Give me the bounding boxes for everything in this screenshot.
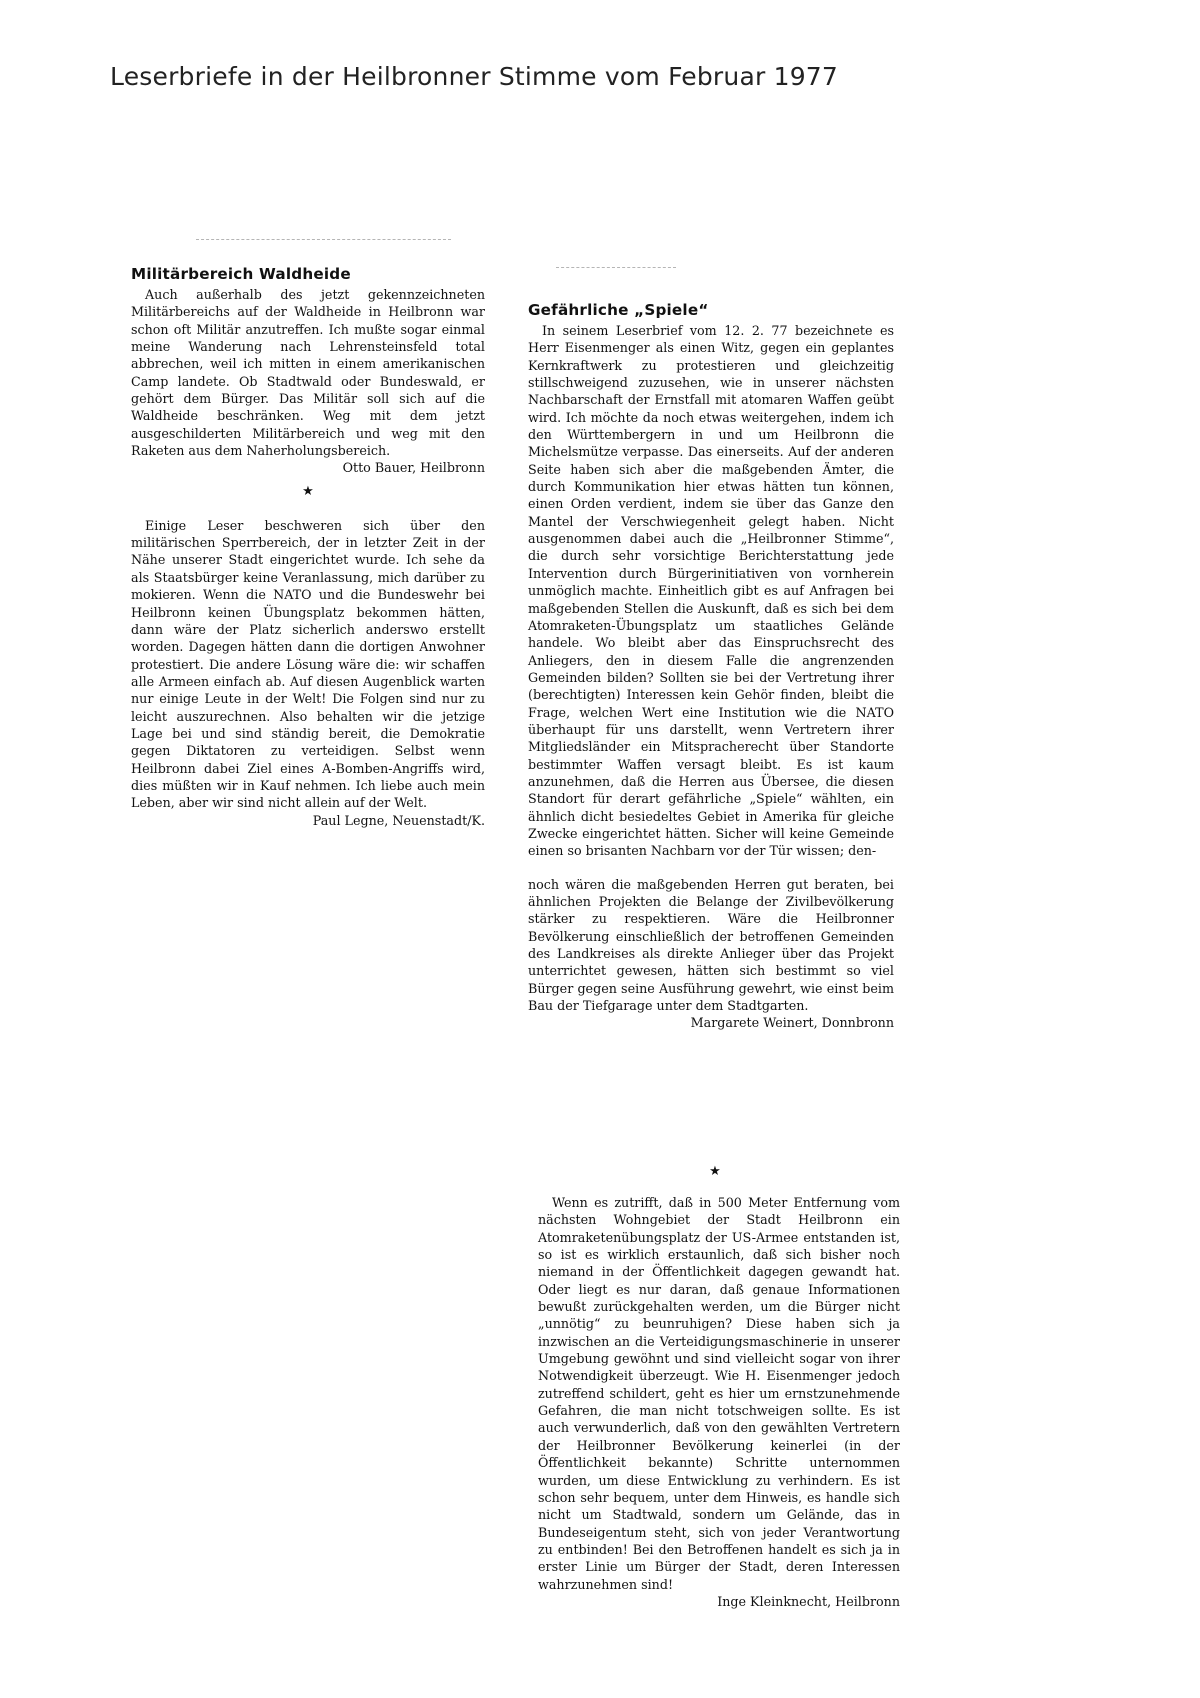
- page-title: Leserbriefe in der Heilbronner Stimme vom Februar 1977: [110, 62, 839, 91]
- letter-paragraph: noch wären die maßgebenden Herren gut beraten, bei ähnlichen Projekten die Belange der Zivilbevölkerung stärker zu respektieren. Wäre die Heilbronner Bevölkerung einschließlich der betroffenen Gemeinden des Landkreises als direkte Anlieger über das Projekt unterrichtet gewesen, hätten sich bestimmt so viel Bürger gegen seine Ausführung gewehrt, wie einst beim Bau der Tiefgarage unter dem Stadtgarten.: [528, 876, 894, 1014]
- separator-star: ★: [709, 1164, 721, 1179]
- right-column: [528, 300, 894, 1032]
- letter-author: Inge Kleinknecht, Heilbronn: [717, 1593, 900, 1609]
- column-break-gap: [528, 860, 894, 876]
- letter-wenn-es-zutrifft: [538, 1194, 900, 1610]
- left-column: [131, 264, 485, 829]
- letter-heading: Militärbereich Waldheide: [131, 265, 351, 283]
- right-column-lower: [538, 1194, 900, 1610]
- letter-paragraph: In seinem Leserbrief vom 12. 2. 77 bezeichnete es Herr Eisenmenger als einen Witz, gegen ein geplantes Kernkraftwerk zu protestieren und gleichzeitig stillschweigend zuzusehen, wie in unserer nächsten Nachbarschaft der Ernstfall mit atomaren Waffen geübt wird. Ich möchte da noch etwas weitergehen, indem ich den Württembergern in und um Heilbronn die Michelsmütze verpasse. Das einerseits. Auf der anderen Seite haben sich aber die maßgebenden Ämter, die durch Kommunikation hier etwas hätten tun können, einen Orden verdient, indem sie über das Ganze den Mantel der Verschwiegenheit gelegt haben. Nicht ausgenommen dabei auch die „Heilbronner Stimme“, die durch sehr vorsichtige Berichterstattung jede Intervention durch Bürgerinitiativen von vornherein unmöglich machte. Einheitlich gibt es auf Anfragen bei maßgebenden Stellen die Auskunft, daß es sich bei dem Atomraketen-Übungsplatz um staatliches Gelände handele. Wo bleibt aber das Einspruchsrecht des Anliegers, den in diesem Falle die angrenzenden Gemeinden bilden? Sollten sie bei der Vertretung ihrer (berechtigten) Interessen kein Gehör finden, bleibt die Frage, welchen Wert eine Institution wie die NATO überhaupt für uns darstellt, wenn Vertretern ihrer Mitgliedsländer ein Mitspracherecht über Standorte bestimmter Waffen versagt bleibt. Es ist kaum anzunehmen, daß die Herren aus Übersee, die diesen Standort für derart gefährliche „Spiele“ wählten, ein ähnlich dicht besiedeltes Gebiet in Amerika für gleiche Zwecke eingerichtet hätten. Sicher will keine Gemeinde einen so brisanten Nachbarn vor der Tür wissen; den-: [528, 323, 894, 859]
- letter-heading: Gefährliche „Spiele“: [528, 301, 709, 319]
- letter-paragraph: Einige Leser beschweren sich über den militärischen Sperrbereich, der in letzter Zeit in der Nähe unserer Stadt eingerichtet wurde. Ich sehe da als Staatsbürger keine Veranlassung, mich darüber zu mokieren. Wenn die NATO und die Bundeswehr bei Heilbronn keinen Übungsplatz bekommen hätten, dann wäre der Platz sicherlich anderswo erstellt worden. Dagegen hätten dann die dortigen Anwohner protestiert. Die andere Lösung wäre die: wir schaffen alle Armeen einfach ab. Auf diesen Augenblick warten nur einige Leute in der Welt! Die Folgen sind nur zu leicht auszurechnen. Also behalten wir die jetzige Lage bei und sind ständig bereit, die Demokratie gegen Diktatoren zu verteidigen. Selbst wenn Heilbronn dabei Ziel eines A-Bomben-Angriffs wird, dies müßten wir in Kauf nehmen. Ich liebe auch mein Leben, aber wir sind nicht allein auf der Welt.: [131, 517, 485, 811]
- letter-militaerbereich-waldheide: [131, 264, 485, 477]
- letter-author: Otto Bauer, Heilbronn: [342, 460, 485, 476]
- column-rule-left: [196, 239, 451, 240]
- separator-star: ★: [302, 483, 314, 499]
- letter-paragraph: Wenn es zutrifft, daß in 500 Meter Entfernung vom nächsten Wohngebiet der Stadt Heilbronn ein Atomraketenübungsplatz der US-Armee entstanden ist, so ist es wirklich erstaunlich, daß sich bisher noch niemand in der Öffentlichkeit dagegen gewandt hat. Oder liegt es nur daran, daß genaue Informationen bewußt zurückgehalten werden, um die Bürger nicht „unnötig“ zu beunruhigen? Diese haben sich ja inzwischen an die Verteidigungsmaschinerie in unserer Umgebung gewöhnt und sind vielleicht sogar von ihrer Notwendigkeit überzeugt. Wie H. Eisenmenger jedoch zutreffend schildert, geht es hier um ernstzunehmende Gefahren, die man nicht totschweigen sollte. Es ist auch verwunderlich, daß von den gewählten Vertretern der Heilbronner Bevölkerung keinerlei (in der Öffentlichkeit bekannte) Schritte unternommen wurden, um diese Entwicklung zu verhindern. Es ist schon sehr bequem, unter dem Hinweis, es handle sich nicht um Stadtwald, sondern um Gelände, das in Bundeseigentum steht, sich von jeder Verantwortung zu entbinden! Bei den Betroffenen handelt es sich ja in erster Linie um Bürger der Stadt, deren Interessen wahrzunehmen sind!: [538, 1195, 900, 1592]
- column-rule-right: [556, 267, 676, 268]
- letter-author: Margarete Weinert, Donnbronn: [690, 1015, 894, 1031]
- letter-paragraph: Auch außerhalb des jetzt gekennzeichneten Militärbereichs auf der Waldheide in Heilbronn war schon oft Militär anzutreffen. Ich mußte sogar einmal meine Wanderung nach Lehrensteinsfeld total abbrechen, weil ich mitten in einem amerikanischen Camp landete. Ob Stadtwald oder Bundeswald, er gehört dem Bürger. Das Militär soll sich auf die Waldheide beschränken. Weg mit dem jetzt ausgeschilderten Militärbereich und weg mit den Raketen aus dem Naherholungsbereich.: [131, 287, 485, 459]
- letter-gefaehrliche-spiele: [528, 300, 894, 1032]
- letter-author: Paul Legne, Neuenstadt/K.: [312, 812, 485, 828]
- letter-einige-leser: [131, 517, 485, 829]
